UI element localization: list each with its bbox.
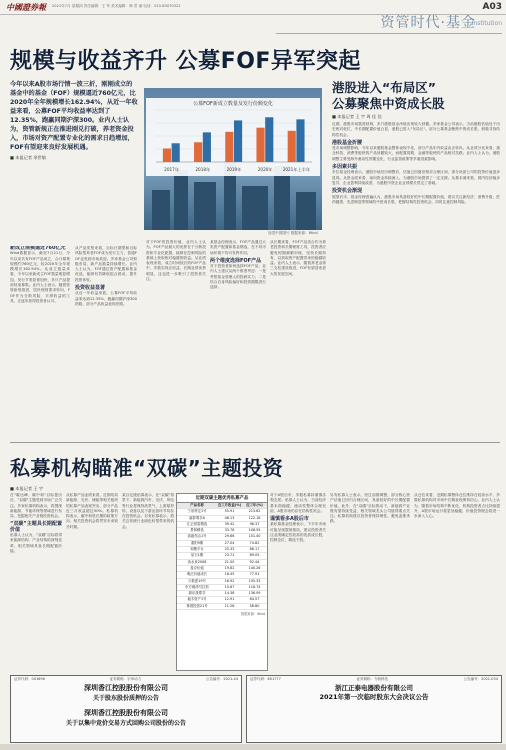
article-column: 从长期来看，FOF产品适合作为养老投资和长期理财工具，投资者应避免短期频繁申赎，坚持长期持有，以获取资产配置带来的稳健收益。业内人士表示，随着养老金第三支柱建设推进，FOF有望迎来更大的发展空间。: [270, 240, 326, 276]
table-source: 数据来源：Wind: [241, 612, 265, 617]
chart-title: 公募FOF新成立数量及发行份额变化: [193, 101, 273, 107]
subhead: 港股基金折腰: [332, 139, 363, 146]
chart-bar: [203, 132, 211, 162]
table-cell: 19.82: [224, 565, 235, 570]
table-cell: 11.26: [224, 603, 235, 608]
ad-title-2: 关于以集中竞价交易方式回购公司股份的公告: [65, 720, 186, 727]
top-story-byline: ■ 本报记者 余世敏: [10, 155, 46, 160]
table-cell: 108.55: [248, 528, 261, 533]
table-cell: 92.44: [249, 559, 260, 564]
table-cell: 122.18: [248, 515, 261, 520]
chart-x-tick-label: 2021年上半年: [282, 167, 311, 172]
table-title: 近期双碳主题优秀私募产品: [177, 494, 267, 503]
ad-stock-short: 证券简称：力帆科技: [356, 677, 388, 681]
table-cell: 16.92: [224, 578, 235, 583]
article-column: 从产品类型来看，目标日期型和目标风险型养老FOF成为发行主力，普通FOF也受到市场欢迎。多家基金公司积极布局，新产品数量持续增长。业内人士认为，FOF通过资产配置和基金优选，能够有效降低组合波动，提升投资体验。 投资收益显著 从近一年收益来看，公募FOF平均收益率达到12.35%，跑赢同期沪深300指数，部分产品收益表现亮眼。: [75, 246, 137, 306]
table-cell: 重阳9期: [190, 540, 204, 545]
table-cell: 55.91: [224, 509, 235, 514]
table-cell: 和聚平台: [190, 547, 204, 552]
masthead-meta: 2021年7月 星期四 责任编辑：王 军 美术编辑：韩 景 丽 电话：010-63070322: [52, 4, 181, 8]
article-column: 对于FOF的投资价值，业内人士认为，FOF产品最大的优势在于分散投资和专业化配置，能够在控制风险的基础上获取相对稳健的收益。从业绩表现来看，成立时间较长的FOF产品中，多数实现正收益，长期业绩优势明显，这也进一步吸引了投资者关注。: [146, 240, 206, 282]
right-story-byline: ■ 本报记者 王 宇 周 佳 佳: [332, 114, 382, 119]
bottom-bar: [0, 744, 506, 750]
table-cell: 74.82: [249, 540, 260, 545]
section-title: 资管时代·基金: [380, 15, 476, 31]
chart-x-tick-label: 2017年: [164, 167, 180, 172]
chart-panel: [146, 98, 320, 176]
chart-x-tick-label: 2018年: [195, 167, 211, 172]
subhead: 多因素共振: [332, 164, 358, 171]
section-divider: [276, 33, 502, 34]
article-column: 在"碳达峰、碳中和"目标提出后，"双碳"主题受到市场广泛关注。多家私募机构表示，将围绕新能源、节能环保等领域进行布局，挖掘相关产业链投资机会。 “双碳”主题具长期配置价值 私募人士认为，"双碳"目标将带来能源结构、产业结构的深刻变革，相关领域具备长期配置价值。: [10, 493, 62, 553]
table-cell: 少数派19号: [188, 578, 206, 583]
table-cell: 23.71: [224, 553, 235, 558]
page-number: A03: [482, 2, 502, 12]
table-cell: 58.80: [249, 603, 260, 608]
ad-title: 关于股东股份质押的公告: [92, 695, 159, 702]
table-cell: 46.13: [224, 515, 235, 520]
table-cell: 景林精选: [190, 528, 204, 533]
chart-bar: [296, 119, 304, 162]
table-cell: 星石1期: [190, 553, 204, 558]
private-fund-table: [176, 493, 268, 671]
second-story-headline: 私募机构瞄准“双碳”主题投资: [10, 456, 284, 480]
right-story-headline: [332, 80, 445, 112]
photo-caption: 视觉中国图片 数据来源：Wind: [268, 231, 318, 235]
subhead: 谨慎看多A股后市: [270, 516, 309, 523]
table-cell: 29.66: [224, 534, 235, 539]
table-cell: 宁泉特定1号: [187, 509, 207, 514]
subhead: 投资收益显著: [75, 285, 106, 292]
ad-notice-no: 公告编号：2021-44: [205, 677, 238, 681]
table-cell: 高毅邻山1号: [187, 534, 207, 539]
table-cell: 140.26: [248, 565, 261, 570]
table-cell: 96.37: [249, 521, 260, 526]
table-header-cell: 近三月收益(%): [217, 503, 242, 507]
article-column: 某基金经理表示，FOF产品通过大类资产配置和基金筛选，在不同市场环境下均可发挥作用。 两个维度选择FOF产品 对于投资者如何选择FOF产品，业内人士建议从两个维度考虑：一是考察基金管理人的投研实力；二是结合自身风险偏好和投资期限进行选择。: [210, 240, 266, 290]
chart-bar: [234, 120, 242, 162]
table-cell: 18.45: [224, 572, 235, 577]
top-story-headline: 规模与收益齐升 公募FOF异军突起: [10, 49, 361, 74]
table-header-cell: 近三年(%): [246, 503, 263, 507]
ad-stock-short: 证券简称：宗申动力: [109, 677, 142, 681]
table-cell: 151.40: [248, 534, 261, 539]
article-column: 对于A股后市，多数私募持谨慎乐观态度。私募人士认为，当前经济基本面稳健，流动性整体合理充裕，A股市场仍存在结构性机会。 谨慎看多A股后市 某私募基金经理表示，下半年市场可能呈现震荡格局，建议投资者关注业绩确定性较高的优质成长股，控制仓位，精选个股。: [270, 493, 326, 543]
article-column: 新成立规模逼近760亿元 Wind数据显示，截至7月21日，今年以来共有FOF产品成立，合计募集规模约760亿元，较2020年全年规模增长162.94%。从成立数量来看，今年以来新成立FOF数量明显增加，发行节奏显著加快，多只产品提前结束募集。业内人士表示，随着资管新规推进，居民理财需求转向，FOF作为分散风险、平滑收益的工具，正逐步获得投资者认可。: [10, 246, 70, 303]
table-cell: 105.33: [248, 578, 261, 583]
table-cell: 136.09: [248, 591, 261, 596]
table-cell: 睿郡尊享A: [189, 515, 205, 520]
table-cell: 东方港湾马拉松: [185, 584, 209, 589]
chart-bar: [225, 132, 233, 162]
announcement-ad-right: [246, 675, 502, 743]
chart-bar: [265, 117, 273, 162]
table-body: [177, 503, 267, 610]
section-divider: [10, 442, 500, 443]
table-cell: 毅木资产1号: [187, 597, 207, 602]
ad-title: 2021年第一次临时股东大会决议公告: [319, 693, 429, 701]
right-story-body: 近期，港股市场震荡回调，多只港股基金净值出现较大回撤。多家基金公司表示，当前港股估值处于历史相对低位，中长期配置价值凸显，港股已进入"布局区"。部分公募基金聚焦中资成长股，积极寻找结构性机会。 港股基金折腰 受市场调整影响，今年以来港股基金整体表现不佳，部分产品年内收益由正转负。从业绩分化来看，重仓科技、消费等板块的产品回撤较大，而配置周期、金融等板块的产品相对抗跌。业内人士认为，港股调整主要受海外流动性预期变化、行业监管政策等多重因素影响。 多因素共振 多位基金经理表示，港股市场经历调整后，估值已回落至相对合理区间，部分优质公司的投资价值逐步显现。从资金面来看，南向资金持续流入，为港股市场提供了一定支撑。从基本面来看，国内经济稳步复苏，企业盈利持续改善，为港股中资企业业绩增长奠定了基础。 投资机会渐现 展望后市，基金经理普遍认为，港股市场具备较好的中长期配置价值，建议关注新经济、消费升级、医药健康、先进制造等领域的中资成长股，把握结构性投资机会，同时注意控制风险。: [332, 122, 500, 204]
right-story-headline-line2: 公募聚焦中资成长股: [332, 96, 445, 111]
section-subtitle: Institution: [471, 20, 502, 27]
table-cell: 213.62: [248, 509, 261, 514]
ad-company-2: 深圳香江控股股份有限公司: [84, 709, 168, 717]
right-story-headline-line1: 港股进入“布局区”: [332, 80, 436, 95]
table-cell: 64.57: [249, 597, 260, 602]
article-column: 从私募产品业绩来看，近期布局新能源、光伏、储能等相关板块的私募产品表现突出，部分产品近三月收益超过50%。私募机构表示，碳中和是长期的政策方向，相关投资机会将贯穿未来较长时期。: [66, 493, 118, 529]
table-cell: 39.42: [224, 521, 235, 526]
chart-bar: [172, 143, 180, 162]
subhead: “双碳”主题具长期配置价值: [10, 521, 62, 533]
subhead: 两个维度选择FOF产品: [210, 257, 262, 264]
table-cell: 林园投资21号: [186, 603, 208, 608]
table-cell: 33.78: [224, 528, 235, 533]
table-cell: 汇正财富精选: [186, 521, 208, 526]
table-cell: 69.05: [249, 553, 260, 558]
table-cell: 77.91: [249, 572, 260, 577]
subhead: 投资机会渐现: [332, 188, 363, 195]
table-cell: 21.50: [224, 559, 235, 564]
announcement-ad-left: [10, 675, 242, 743]
ad-company: 浙江正泰电器股份有限公司: [335, 684, 413, 692]
table-cell: 25.33: [224, 547, 235, 552]
table-cell: 盘京价值: [190, 565, 204, 570]
table-cell: 12.91: [224, 597, 235, 602]
chart-x-tick-label: 2020年: [257, 167, 273, 172]
ad-stock-code: 证券代码：001696: [14, 677, 45, 681]
table-cell: 明汯价值成长: [186, 572, 208, 577]
table-cell: 淡水泉2008: [187, 559, 207, 564]
ad-stock-code: 证券代码：601777: [250, 677, 281, 681]
chart-bar: [256, 128, 264, 162]
table-cell: 118.74: [248, 584, 261, 589]
fof-bar-chart: [146, 106, 320, 176]
ad-company: 深圳香江控股股份有限公司: [84, 684, 168, 692]
table-cell: 27.04: [224, 540, 235, 545]
ad-code: [11, 676, 241, 683]
top-story-lead: 今年以来A股市场行情一波三折，刚刚成立的基金中的基金（FOF）规模逼近760亿元，比2020年全年规模增长162.94%，从近一年收益来看，公募FOF平均收益率达到了12.35%，跑赢同期沪深300。业内人士认为，资管新规正在推进刚兑打破，养老资金投入，市场对资产配置专业化的需求日趋增加，FOF有望迎来良好发展机遇。: [10, 81, 138, 151]
chart-bar: [288, 131, 296, 162]
table-cell: 14.38: [224, 591, 235, 596]
chart-bar: [163, 148, 171, 162]
chart-x-tick-label: 2019年: [226, 167, 242, 172]
ad-code: [247, 676, 501, 683]
subhead: 新成立规模逼近760亿元: [10, 246, 66, 251]
article-column: 另有私募人士表示，经过前期调整，部分核心资产估值已回归合理区间，具备较好的中长期配置价值。此外，在"双碳"目标推动下，新能源产业链有望持续受益，相关领域龙头公司值得重点关注。私募机构建议投资者保持理性，避免追涨杀跌。: [330, 493, 410, 524]
chart-bar: [194, 142, 202, 162]
article-column: 从仓位来看，近期私募整体仓位维持在较高水平，多数私募机构对市场中长期表现保持信心。业内人士认为，随着市场结构不断优化，机构投资者占比持续提升，A股市场运行将更加稳健，价值投资理念将进一步深入人心。: [414, 493, 500, 519]
table-cell: 源乐晟尊享: [188, 591, 206, 596]
article-column: 某百亿级私募表示，在"双碳"背景下，新能源汽车、光伏、风电等行业将保持高景气，上游原材料、设备以及下游运营环节均存在投资机会。另有私募表示，将关注传统行业绿色转型带来的机会。: [122, 493, 174, 529]
second-story-byline: ■ 本报记者 王 宇: [10, 486, 44, 491]
table-cell: 88.17: [249, 547, 260, 552]
table-header-cell: 产品名称: [190, 503, 204, 507]
table-cell: 15.67: [224, 584, 235, 589]
masthead-logo: 中國證券報: [6, 2, 46, 12]
ad-notice-no: 公告编号：2021-034: [463, 677, 498, 681]
top-story-lead-box: [10, 80, 138, 240]
